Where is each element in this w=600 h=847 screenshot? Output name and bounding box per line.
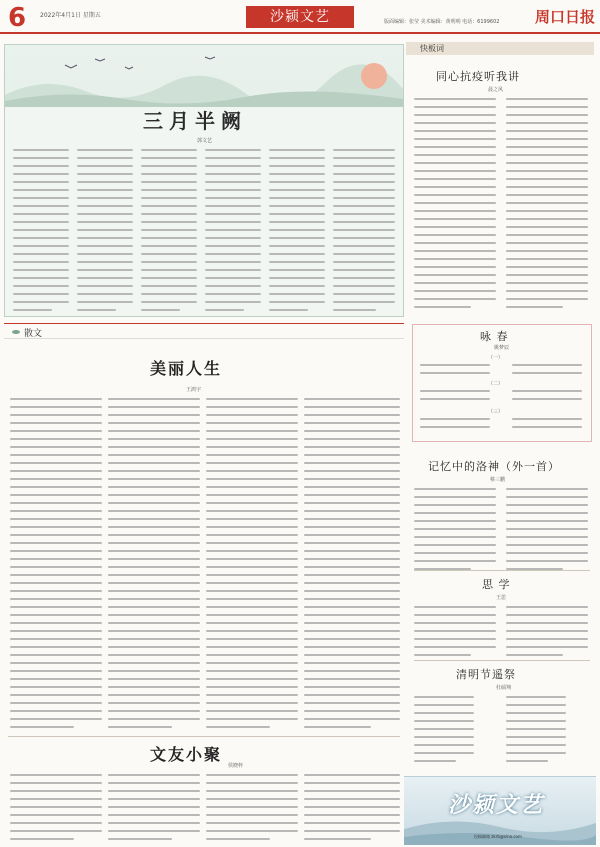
poem-author: 王思 xyxy=(496,595,507,601)
feature-column-3 xyxy=(141,149,197,317)
landscape-illustration xyxy=(5,45,403,107)
page-number: 6 xyxy=(8,3,27,33)
poem-column xyxy=(512,390,582,406)
story-column xyxy=(304,398,400,734)
story-author: 侯晓梓 xyxy=(228,763,244,769)
poem-column xyxy=(414,696,474,768)
feature-essay xyxy=(4,44,404,317)
poem-author: 杜硕翔 xyxy=(496,685,512,691)
story-author: 王鸿宇 xyxy=(186,387,202,393)
section-label: 散文 xyxy=(24,329,43,339)
story-column xyxy=(10,398,102,734)
feature-column-4 xyxy=(205,149,261,317)
poem-title: 清明节遥祭 xyxy=(456,668,516,681)
poem-column xyxy=(506,696,566,768)
poem-part-label: （一） xyxy=(488,355,504,361)
poem-title: 咏 春 xyxy=(480,330,509,343)
story-title: 文友小聚 xyxy=(150,745,223,764)
leaf-icon xyxy=(12,330,20,334)
poem-column xyxy=(506,606,588,662)
story-column xyxy=(10,774,102,846)
poem-divider xyxy=(414,570,590,571)
poem-divider xyxy=(414,660,590,661)
editor-info: 版面编辑：张莹 美术编辑：黄明明 电话：6199602 xyxy=(384,19,500,25)
feature-column-1 xyxy=(13,149,69,317)
story-column xyxy=(304,774,400,846)
feature-column-6 xyxy=(333,149,395,317)
story-column xyxy=(108,398,200,734)
poem-author: 晨之风 xyxy=(488,87,504,93)
poem-column xyxy=(420,390,490,406)
feature-column-2 xyxy=(77,149,133,317)
poem-column xyxy=(512,418,582,434)
story-column xyxy=(206,774,298,846)
section-logo: 沙颍文艺 xyxy=(448,792,545,818)
poem-author: 蔡三鹏 xyxy=(490,477,506,483)
feature-title: 三月半阙 xyxy=(143,109,247,133)
sun-icon xyxy=(361,63,387,89)
story-divider xyxy=(8,736,400,737)
poem-title: 同心抗疫听我讲 xyxy=(436,70,520,83)
right-section-label: 快板词 xyxy=(420,44,444,53)
poem-title: 记忆中的洛神（外一首） xyxy=(428,460,560,473)
poem-column xyxy=(506,488,588,576)
feature-author: 郭文艺 xyxy=(197,138,213,144)
poem-column xyxy=(414,98,496,314)
issue-date: 2022年4月1日 星期五 xyxy=(40,12,101,19)
story-column xyxy=(206,398,298,734)
poem-column xyxy=(414,606,496,662)
mountain-illustration xyxy=(5,45,403,107)
poem-column xyxy=(420,364,490,380)
poem-title: 思 学 xyxy=(482,578,511,591)
logo-caption: 投稿邮箱 zkrb@sina.com xyxy=(474,834,522,839)
poem-part-label: （二） xyxy=(488,381,504,387)
poem-column xyxy=(506,98,588,314)
feature-column-5 xyxy=(269,149,325,317)
section-title: 沙颍文艺 xyxy=(246,6,354,28)
story-column xyxy=(108,774,200,846)
prose-section-band xyxy=(4,323,404,339)
poem-part-label: （三） xyxy=(488,409,504,415)
poem-column xyxy=(420,418,490,434)
poem-author: 姚梦辰 xyxy=(494,345,510,351)
story-title: 美丽人生 xyxy=(150,359,223,378)
newspaper-logo: 周口日报 xyxy=(535,8,596,26)
poem-column xyxy=(414,488,496,576)
page-header xyxy=(0,0,600,34)
poem-column xyxy=(512,364,582,380)
